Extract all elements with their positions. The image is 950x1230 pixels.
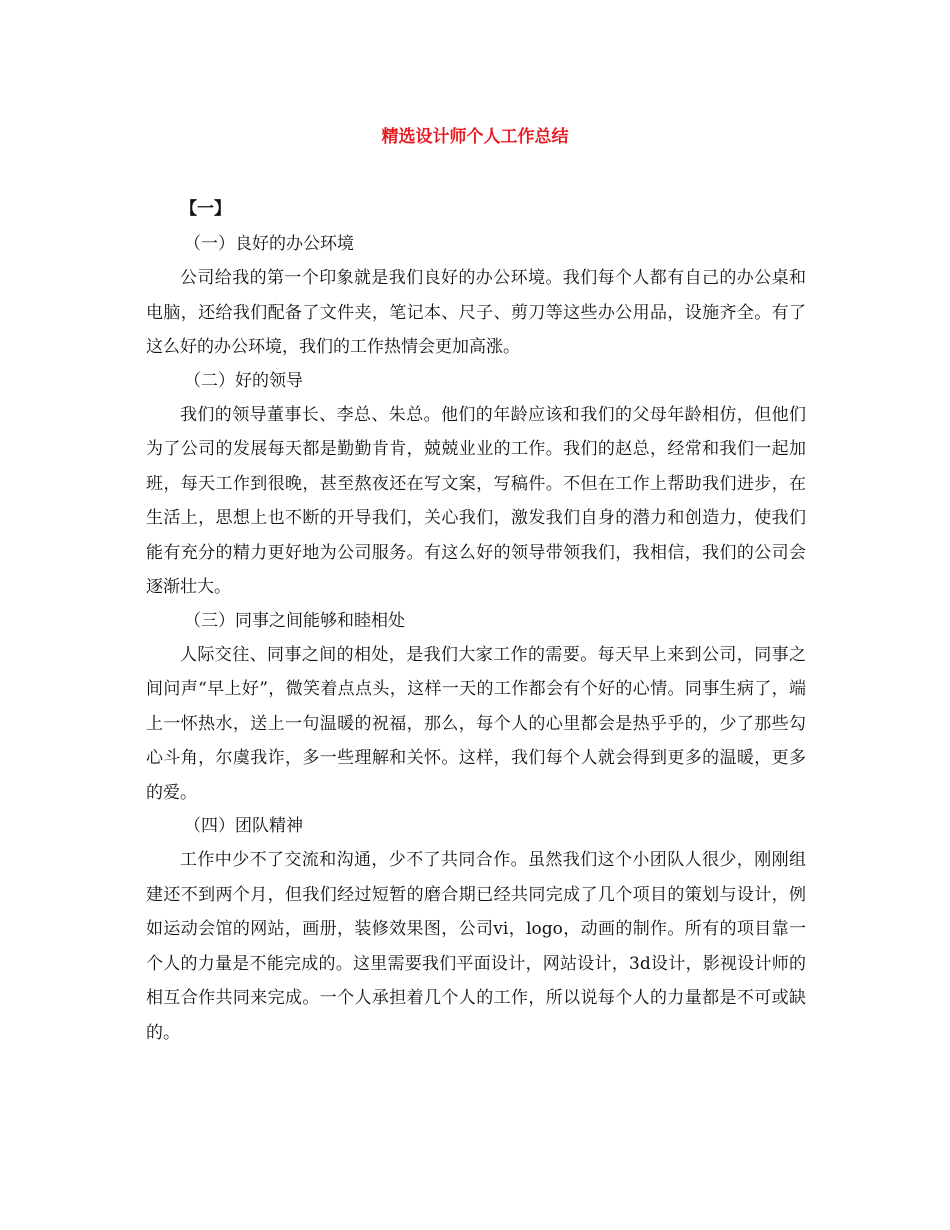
- section-heading-1: （一）良好的办公环境: [184, 234, 354, 254]
- document-title: 精选设计师个人工作总结: [381, 127, 569, 147]
- section-paragraph-3: 人际交往、同事之间的相处，是我们大家工作的需要。每天早上来到公司，同事之间问声“早上好”，微笑着点点头，这样一天的工作都会有个好的心情。同事生病了，端上一怀热水，送上一句温暖的祝福，那么，每个人的心里都会是热乎乎的，少了那些勾心斗角，尔虞我诈，多一些理解和关怀。这样，我们每个人就会得到更多的温暖，更多的爱。: [146, 644, 806, 803]
- section-paragraph-2: 我们的领导董事长、李总、朱总。他们的年龄应该和我们的父母年龄相仿，但他们为了公司的发展每天都是勤勤肯肯，兢兢业业的工作。我们的赵总，经常和我们一起加班，每天工作到很晚，甚至熬夜还在写文案，写稿件。不但在工作上帮助我们进步，在生活上，思想上也不断的开导我们，关心我们，激发我们自身的潜力和创造力，使我们能有充分的精力更好地为公司服务。有这么好的领导带领我们，我相信，我们的公司会逐渐壮大。: [146, 404, 806, 597]
- section-heading-2: （二）好的领导: [184, 370, 303, 391]
- document-body: [146, 190, 806, 1050]
- section-heading-4: （四）团队精神: [184, 816, 303, 836]
- section-paragraph-1: 公司给我的第一个印象就是我们良好的办公环境。我们每个人都有自己的办公桌和电脑，还给我们配备了文件夹，笔记本、尺子、剪刀等这些办公用品，设施齐全。有了这么好的办公环境，我们的工作热情会更加高涨。: [146, 268, 806, 357]
- section-paragraph-4: 工作中少不了交流和沟通，少不了共同合作。虽然我们这个小团队人很少，刚刚组建还不到两个月，但我们经过短暂的磨合期已经共同完成了几个项目的策划与设计，例如运动会馆的网站，画册，装修效果图，公司vi，logo，动画的制作。所有的项目靠一个人的力量是不能完成的。这里需要我们平面设计，网站设计，3d设计，影视设计师的相互合作共同来完成。一个人承担着几个人的工作，所以说每个人的力量都是不可或缺的。: [146, 850, 806, 1043]
- section-heading-3: （三）同事之间能够和睦相处: [184, 610, 405, 631]
- section-marker: 【一】: [180, 199, 231, 219]
